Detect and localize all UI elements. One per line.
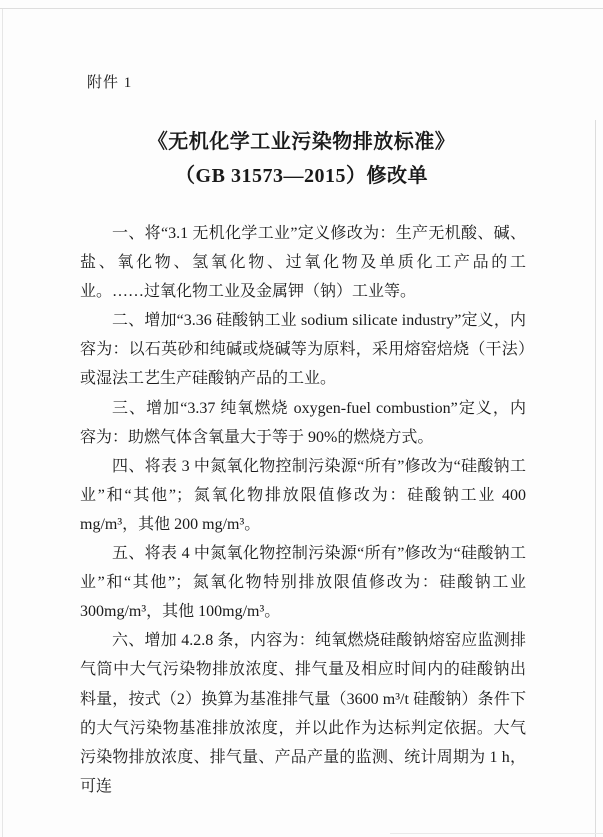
- document-title-line-1: 《无机化学工业污染物排放标准》: [147, 131, 456, 153]
- paragraph-6: 六、增加 4.2.8 条，内容为：纯氧燃烧硅酸钠熔窑应监测排气筒中大气污染物排放浓度、排气量及相应时间内的硅酸钠出料量，按式（2）换算为基准排气量（3600 m³/t 硅酸钠）条件下的大气污染物基准排放浓度，并以此作为达标判定依据。大气污染物排放浓度、排气量、产品产量的监测、统计周期为 1 h，可连: [80, 632, 526, 795]
- scan-edge-right: [595, 120, 596, 837]
- paragraph-5: 五、将表 4 中氮氧化物控制污染源“所有”修改为“硅酸钠工业”和“其他”；氮氧化物特别排放限值修改为：硅酸钠工业 300mg/m³，其他 100mg/m³。: [80, 545, 526, 621]
- document-body: [80, 219, 526, 801]
- attachment-label: 附件 1: [87, 75, 133, 91]
- scan-edge-top: [0, 8, 603, 9]
- document-title: [0, 125, 603, 193]
- document-title-line-2: （GB 31573—2015）修改单: [175, 165, 428, 187]
- paragraph-1: 一、将“3.1 无机化学工业”定义修改为：生产无机酸、碱、盐、氧化物、氢氧化物、过氧化物及单质化工产品的工业。……过氧化物工业及金属钾（钠）工业等。: [80, 225, 526, 301]
- paragraph-2: 二、增加“3.36 硅酸钠工业 sodium silicate industry”定义，内容为：以石英砂和纯碱或烧碱等为原料，采用熔窑焙烧（干法）或湿法工艺生产硅酸钠产品的工业。: [80, 312, 526, 388]
- paragraph-3: 三、增加“3.37 纯氧燃烧 oxygen-fuel combustion”定义，内容为：助燃气体含氧量大于等于 90%的燃烧方式。: [80, 399, 526, 446]
- scan-edge-bottom: [390, 833, 603, 834]
- paragraph-4: 四、将表 3 中氮氧化物控制污染源“所有”修改为“硅酸钠工业”和“其他”；氮氧化物排放限值修改为：硅酸钠工业 400 mg/m³，其他 200 mg/m³。: [80, 457, 526, 533]
